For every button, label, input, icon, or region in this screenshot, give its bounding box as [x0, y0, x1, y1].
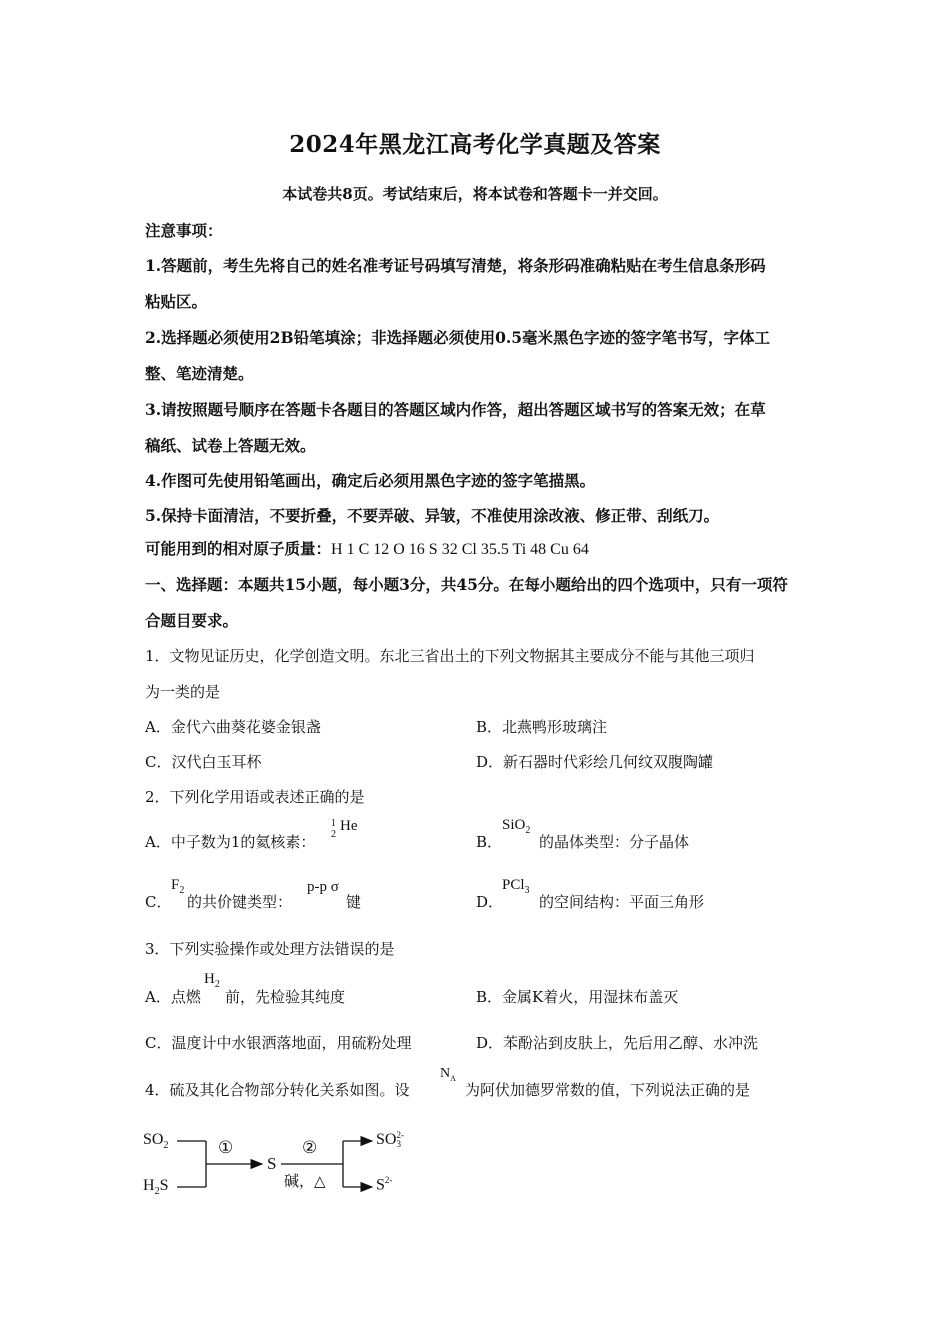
h2s-s: S — [159, 1177, 169, 1194]
diagram-sulfide — [376, 1175, 392, 1194]
q2-c-formula-text: F — [171, 877, 180, 893]
diagram-step2-label: ② — [302, 1138, 318, 1157]
q4-stem: 4．硫及其化合物部分转化关系如图。设 — [145, 1081, 410, 1099]
q2-c-tail: 键 — [346, 893, 362, 911]
q3-option-b: B．金属K着火，用湿抹布盖灭 — [476, 988, 679, 1006]
q2-a-mass-number: 1 — [331, 818, 336, 829]
so2-subscript: 2 — [163, 1140, 169, 1152]
q3-a-formula — [204, 971, 220, 990]
q2-b-subscript: 2 — [525, 825, 531, 836]
notice-heading: 注意事项： — [145, 221, 223, 240]
q2-c-text: 的共价键类型： — [187, 893, 293, 911]
q4-na-text: N — [440, 1066, 451, 1081]
q3-a-text: 前，先检验其纯度 — [225, 988, 346, 1006]
q2-option-b: B． — [476, 833, 503, 851]
s2-text: S — [376, 1176, 385, 1194]
diagram-so2 — [143, 1131, 168, 1151]
q2-d-subscript: 3 — [524, 885, 530, 896]
q2-c-formula — [171, 877, 184, 896]
atomic-mass-values: H 1 C 12 O 16 S 32 Cl 35.5 Ti 48 Cu 64 — [331, 541, 589, 558]
q4-stem-post: 为阿伏加德罗常数的值，下列说法正确的是 — [465, 1081, 751, 1099]
exam-instruction: 本试卷共8页。考试结束后，将本试卷和答题卡一并交回。 — [282, 185, 668, 203]
q1-stem-cont: 为一类的是 — [145, 683, 221, 701]
q2-a-symbol: He — [340, 818, 358, 834]
q3-a-subscript: 2 — [214, 979, 220, 990]
diagram-condition: 碱，△ — [284, 1172, 326, 1190]
so2-text: SO — [143, 1131, 164, 1148]
notice-item-4: 4.作图可先使用铅笔画出，确定后必须用黑色字迹的签字笔描黑。 — [145, 471, 596, 490]
q2-d-formula — [502, 877, 530, 896]
atomic-mass-label: 可能用到的相对原子质量： — [145, 539, 332, 558]
diagram-sulfite — [376, 1131, 404, 1149]
diagram-h2s — [143, 1177, 168, 1197]
so3-charge: 2- — [396, 1130, 404, 1141]
q2-a-atomic-number: 2 — [331, 829, 336, 840]
q3-a-formula-text: H — [204, 971, 215, 987]
notice-item-2-cont: 整、笔迹清楚。 — [145, 364, 254, 383]
notice-item-3: 3.请按照题号顺序在答题卡各题目的答题区域内作答，超出答题区域书写的答案无效；在草 — [145, 400, 766, 419]
notice-item-3-cont: 稿纸、试卷上答题无效。 — [145, 436, 316, 455]
notice-item-5: 5.保持卡面清洁，不要折叠，不要弄破、异皱，不准使用涂改液、修正带、刮纸刀。 — [145, 506, 720, 525]
q2-option-a — [145, 831, 315, 852]
notice-item-2: 2.选择题必须使用2B铅笔填涂；非选择题必须使用0.5毫米黑色字迹的签字笔书写，字体工 — [145, 328, 771, 347]
notice-item-1-cont: 粘贴区。 — [145, 292, 208, 311]
diagram-sulfur: S — [267, 1154, 277, 1173]
q3-option-c: C．温度计中水银洒落地面，用硫粉处理 — [145, 1034, 412, 1052]
so3-text: SO — [376, 1131, 397, 1148]
atomic-mass-line — [145, 537, 589, 559]
q1-option-c: C．汉代白玉耳杯 — [145, 753, 262, 771]
notice-item-1: 1.答题前，考生先将自己的姓名准考证号码填写清楚，将条形码准确粘贴在考生信息条形码 — [145, 256, 766, 275]
h2s-h: H — [143, 1177, 155, 1194]
q2-stem: 2．下列化学用语或表述正确的是 — [145, 788, 365, 806]
q2-option-d: D． — [476, 893, 504, 911]
q2-d-text: 的空间结构：平面三角形 — [539, 893, 705, 911]
q2-c-bond: p-p σ — [307, 879, 339, 895]
q1-option-b: B．北燕鸭形玻璃注 — [476, 718, 608, 736]
q3-stem: 3．下列实验操作或处理方法错误的是 — [145, 940, 395, 958]
so3-subscript: 3 — [396, 1139, 401, 1150]
section-1-heading: 一、选择题：本题共15小题，每小题3分，共45分。在每小题给出的四个选项中，只有一项符 — [145, 575, 788, 594]
q2-a-text: A．中子数为1的氦核素： — [145, 833, 316, 851]
h2s-subscript: 2 — [154, 1186, 160, 1198]
q1-stem: 1．文物见证历史，化学创造文明。东北三省出土的下列文物据其主要成分不能与其他三项归 — [145, 647, 755, 665]
q3-option-a: A．点燃 — [145, 988, 201, 1006]
q2-option-c: C． — [145, 893, 172, 911]
q1-option-a: A．金代六曲葵花婆金银盏 — [145, 718, 321, 736]
q4-na-subscript: A — [450, 1073, 456, 1083]
diagram-step1-label: ① — [218, 1138, 234, 1157]
page-title: 2024年黑龙江高考化学真题及答案 — [289, 131, 661, 158]
q2-d-formula-text: PCl — [502, 877, 525, 893]
q2-c-subscript: 2 — [179, 885, 185, 896]
q2-b-formula-text: SiO — [502, 817, 526, 833]
q2-b-formula — [502, 817, 530, 836]
q2-b-text: 的晶体类型：分子晶体 — [539, 833, 690, 851]
q1-option-d: D．新石器时代彩绘几何纹双腹陶罐 — [476, 753, 714, 771]
q3-option-d: D．苯酚沾到皮肤上，先后用乙醇、水冲洗 — [476, 1034, 759, 1052]
s2-charge: 2- — [384, 1175, 393, 1185]
q4-na — [440, 1066, 456, 1083]
section-1-heading-cont: 合题目要求。 — [145, 611, 239, 630]
